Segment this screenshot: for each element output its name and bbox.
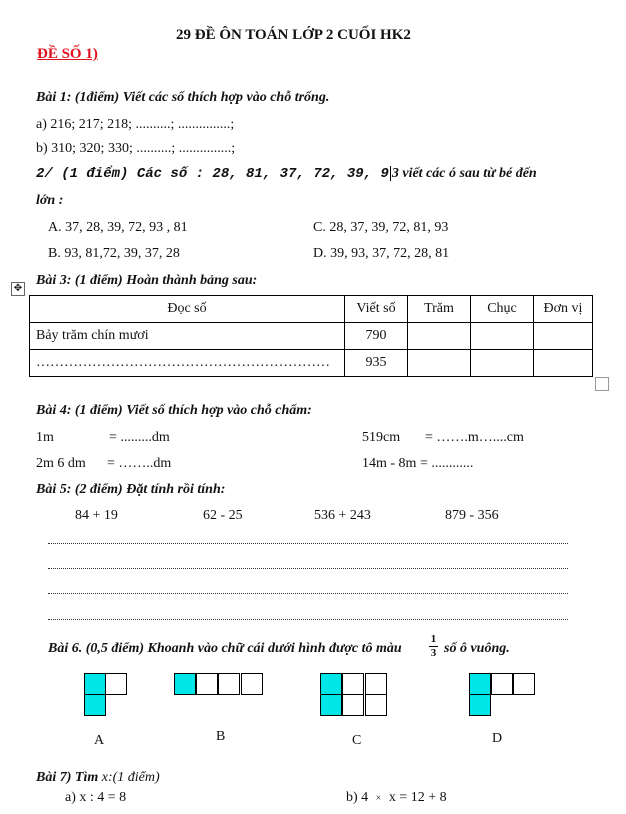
grid-cell: [320, 694, 342, 716]
table-cell: [534, 323, 593, 350]
grid-cell: [218, 673, 240, 695]
table-resize-handle[interactable]: [595, 377, 609, 391]
grid-cell: [105, 673, 127, 695]
grid-cell: [84, 673, 106, 695]
col-doc-so: Đọc số: [30, 296, 345, 323]
col-viet-so: Viết số: [345, 296, 408, 323]
grid-cell: [469, 694, 491, 716]
bai4-l1a: 1m: [36, 430, 54, 445]
bai6-heading-tail: số ô vuông.: [444, 641, 510, 656]
bai5-expr-2: 62 - 25: [203, 508, 243, 523]
bai2-heading-mono: 2/ (1 điểm) Các số : 28, 81, 37, 72, 39, 9: [36, 166, 389, 182]
grid-cell: [469, 673, 491, 695]
table-cell: 790: [345, 323, 408, 350]
bai2-option-b: B. 93, 81,72, 39, 37, 28: [48, 246, 180, 261]
grid-cell: [365, 673, 387, 695]
bai4-l2b: = ……..dm: [107, 456, 172, 471]
bai7-heading: [36, 770, 160, 786]
table-cell: [408, 323, 471, 350]
table-cell: [471, 350, 534, 377]
figure-label-c: C: [352, 733, 362, 748]
de-so-label: ĐỀ SỐ 1): [37, 46, 98, 62]
bai2-option-a: A. 37, 28, 39, 72, 93 , 81: [48, 220, 188, 235]
bai7-b: [346, 790, 447, 806]
bai3-heading: Bài 3: (1 điểm) Hoàn thành bảng sau:: [36, 273, 258, 288]
grid-cell: [342, 673, 364, 695]
bai7-a: a) x : 4 = 8: [65, 790, 127, 805]
bai4-heading: Bài 4: (1 điểm) Viết số thích hợp vào chỗ chấm:: [36, 403, 312, 418]
figure-label-b: B: [216, 729, 226, 744]
bai7-b-pre: b) 4: [346, 790, 369, 805]
bai4-r1a: 519cm: [362, 430, 401, 445]
col-tram: Trăm: [408, 296, 471, 323]
answer-line: [48, 543, 568, 544]
grid-cell: [196, 673, 218, 695]
bai1-b: b) 310; 320; 330; ..........; ...............;: [36, 141, 236, 156]
col-chuc: Chục: [471, 296, 534, 323]
table-cell: 935: [345, 350, 408, 377]
bai1-heading: Bài 1: (1điểm) Viết các số thích hợp vào chỗ trống.: [36, 90, 330, 105]
grid-cell: [174, 673, 196, 695]
bai5-expr-3: 536 + 243: [314, 508, 371, 523]
grid-cell: [513, 673, 535, 695]
figure-label-d: D: [492, 731, 503, 746]
bai7-heading-rest: x:(1 điểm): [101, 770, 160, 785]
bai4-r2: 14m - 8m = ............: [362, 456, 474, 471]
bai2-option-d: D. 39, 93, 37, 72, 28, 81: [313, 246, 450, 261]
answer-line: [48, 619, 568, 620]
grid-cell: [365, 694, 387, 716]
table-cell: [534, 350, 593, 377]
table-row: [30, 323, 593, 350]
bai2-heading-tail: 3 viết các ó sau từ bé đến: [391, 166, 537, 181]
bai6-heading: Bài 6. (0,5 điểm) Khoanh vào chữ cái dưới hình được tô màu: [48, 641, 402, 656]
fraction-one-third: [429, 634, 438, 659]
text-cursor: [390, 166, 391, 181]
bai5-heading: Bài 5: (2 điểm) Đặt tính rồi tính:: [36, 482, 226, 497]
answer-line: [48, 593, 568, 594]
bai2-heading-line2: lớn :: [36, 193, 64, 208]
table-cell: [408, 350, 471, 377]
col-don-vi: Đơn vị: [534, 296, 593, 323]
times-icon: ×: [375, 793, 382, 804]
figure-label-a: A: [94, 733, 105, 748]
table-cell: [471, 323, 534, 350]
grid-cell: [491, 673, 513, 695]
table-cell: ………………………………………………………: [30, 350, 345, 377]
bai2-option-c: C. 28, 37, 39, 72, 81, 93: [313, 220, 449, 235]
fraction-numerator: 1: [430, 633, 437, 645]
grid-cell: [342, 694, 364, 716]
bai4-r1b: = …….m…....cm: [425, 430, 524, 445]
bai4-l2a: 2m 6 dm: [36, 456, 86, 471]
table-row: [30, 350, 593, 377]
fraction-denominator: 3: [430, 647, 437, 659]
table-move-handle-icon[interactable]: ✥: [11, 282, 25, 296]
page-title: 29 ĐỀ ÔN TOÁN LỚP 2 CUỐI HK2: [176, 27, 411, 43]
answer-line: [48, 568, 568, 569]
bai2-heading: [36, 166, 537, 182]
grid-cell: [320, 673, 342, 695]
bai7-heading-bold: Bài 7) Tìm: [36, 770, 99, 785]
bai5-expr-4: 879 - 356: [445, 508, 499, 523]
bai5-expr-1: 84 + 19: [75, 508, 118, 523]
table-header-row: [30, 296, 593, 323]
bai4-l1b: = .........dm: [109, 430, 170, 445]
bai1-a: a) 216; 217; 218; ..........; ...............;: [36, 117, 235, 132]
grid-cell: [241, 673, 263, 695]
table-cell: Bảy trăm chín mươi: [30, 323, 345, 350]
bai7-b-post: x = 12 + 8: [388, 790, 447, 805]
grid-cell: [84, 694, 106, 716]
bai3-table: [29, 295, 593, 377]
